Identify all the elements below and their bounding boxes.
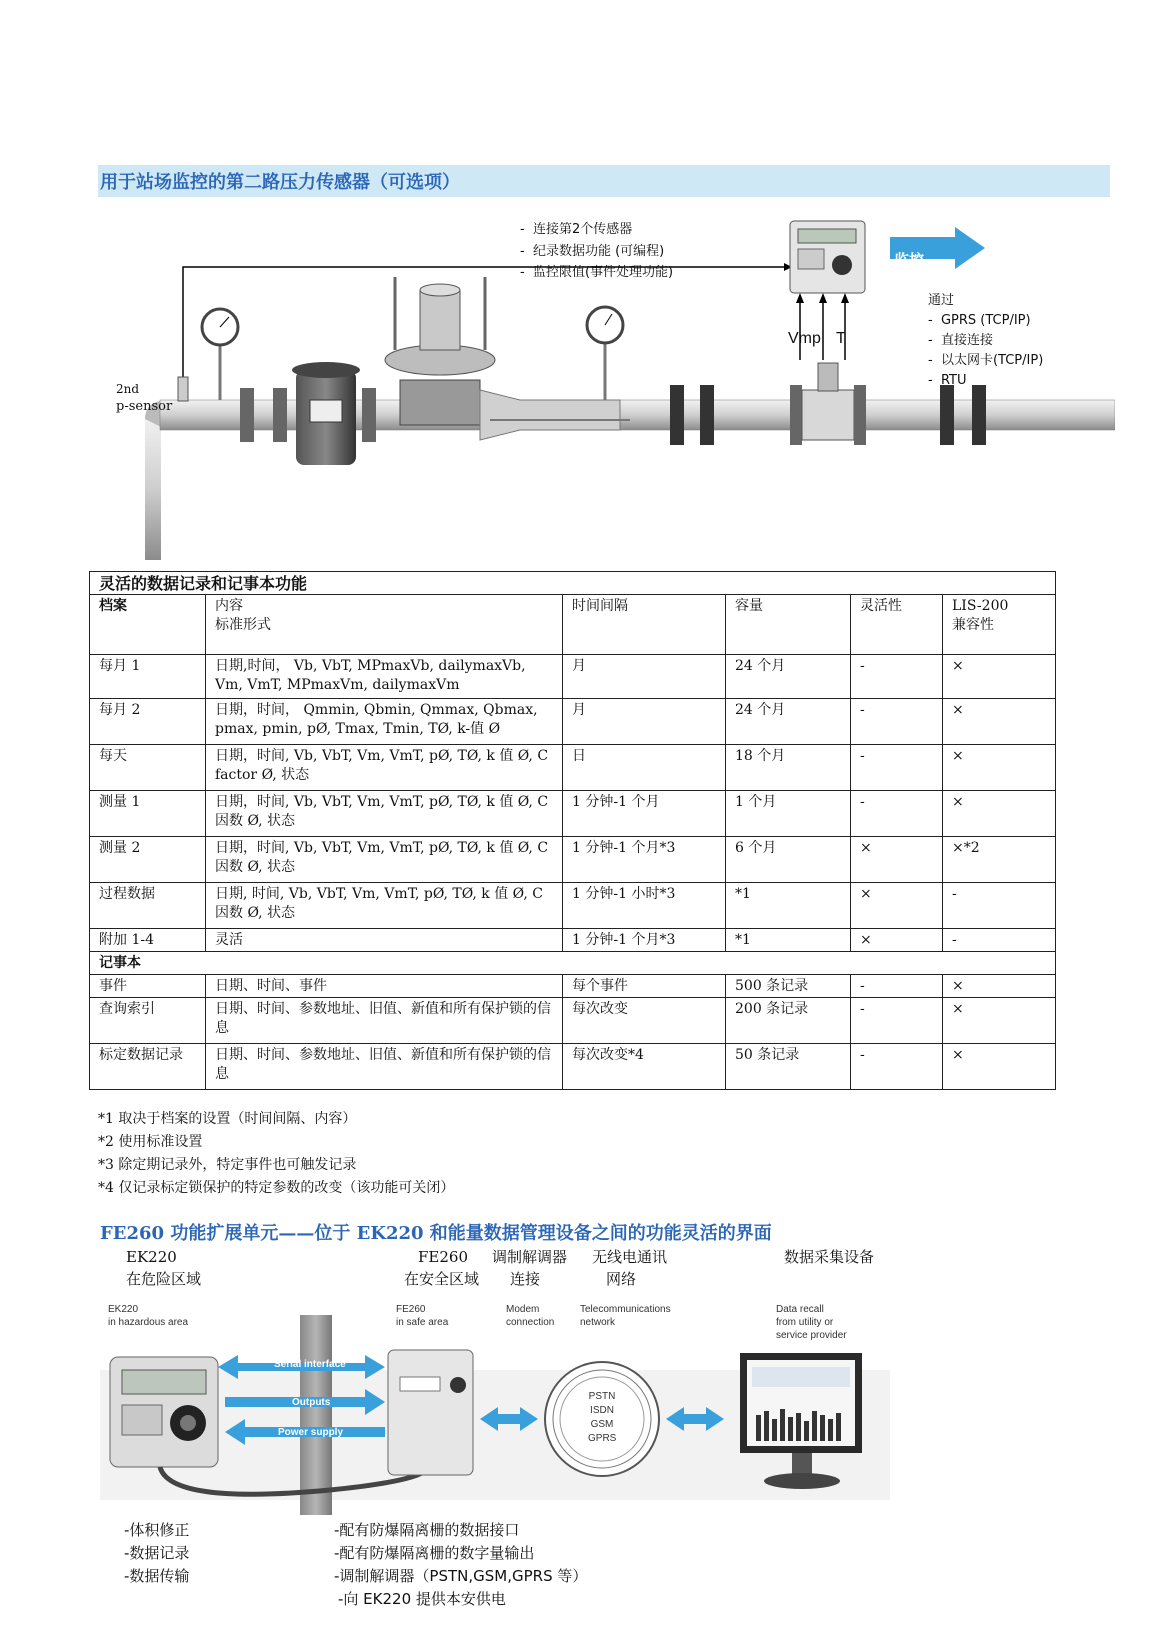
row-capacity: 6 个月 (726, 837, 851, 883)
ek220-features: -体积修正 -数据记录 -数据传输 (124, 1521, 190, 1585)
footnote: *4 仅记录标定锁保护的特定参数的改变（该功能可关闭） (98, 1180, 455, 1196)
row-name: 测量 2 (90, 837, 206, 883)
fe260-diagram (100, 1315, 920, 1515)
row-interval: 每个事件 (563, 975, 726, 998)
row-flex: - (851, 998, 943, 1044)
via-title: 通过 (928, 293, 955, 308)
table-row (90, 998, 1056, 1044)
row-lis: × (943, 791, 1056, 837)
footnote: *3 除定期记录外，特定事件也可触发记录 (98, 1157, 357, 1173)
network-list: PSTN ISDN GSM GPRS (588, 1391, 617, 1444)
outputs-label: Outputs (292, 1397, 331, 1408)
data-recording-table (89, 571, 1056, 1090)
row-content: 日期，时间, Vb, VbT, Vm, VmT, pØ, TØ, k 值 Ø, C 因数 Ø, 状态 (206, 837, 563, 883)
row-interval: 1 分钟-1 个月*3 (563, 837, 726, 883)
row-flex: × (851, 837, 943, 883)
col-modem-caption: Modem connection (506, 1304, 555, 1328)
row-content: 日期, 时间, Vb, VbT, Vm, VmT, pØ, TØ, k 值 Ø, C 因数 Ø, 状态 (206, 883, 563, 929)
header-interval: 时间间隔 (563, 595, 726, 655)
row-name: 过程数据 (90, 883, 206, 929)
row-interval: 1 分钟-1 小时*3 (563, 883, 726, 929)
table-row (90, 791, 1056, 837)
signal-label-vm: Vm (788, 330, 812, 347)
row-flex: - (851, 1044, 943, 1090)
row-lis: × (943, 655, 1056, 699)
table-row (90, 1044, 1056, 1090)
row-lis: × (943, 699, 1056, 745)
signal-label-p: p (812, 330, 821, 347)
footnote: *1 取决于档案的设置（时间间隔、内容） (98, 1111, 357, 1127)
row-flex: - (851, 699, 943, 745)
col-fe260-caption: FE260 in safe area (396, 1304, 449, 1328)
row-name: 每月 2 (90, 699, 206, 745)
via-item: - 以太网卡(TCP/IP) (928, 353, 1044, 368)
power-supply-label: Power supply (278, 1427, 344, 1438)
col-ek220-caption: EK220 in hazardous area (108, 1304, 189, 1328)
function-item: - 监控限值(事件处理功能) (520, 265, 674, 280)
header-content: 内容 标准形式 (206, 595, 563, 655)
section-title: 用于站场监控的第二路压力传感器（可选项） (100, 172, 460, 193)
function-item: - 连接第2个传感器 (520, 222, 633, 237)
via-item: - GPRS (TCP/IP) (928, 313, 1031, 328)
table-header-row (90, 595, 1056, 655)
table-row (90, 699, 1056, 745)
row-content: 日期，时间, Vb, VbT, Vm, VmT, pØ, TØ, k 值 Ø, C factor Ø, 状态 (206, 745, 563, 791)
row-capacity: *1 (726, 929, 851, 952)
signal-label-t: T (836, 330, 846, 347)
row-capacity: 200 条记录 (726, 998, 851, 1044)
row-flex: - (851, 791, 943, 837)
serial-interface-label: Serial interface (274, 1359, 346, 1370)
col-data-heading: 数据采集设备 (784, 1248, 875, 1266)
table-row (90, 929, 1056, 952)
row-capacity: 24 个月 (726, 699, 851, 745)
table-title-row (90, 572, 1056, 595)
row-flex: × (851, 929, 943, 952)
table-title: 灵活的数据记录和记事本功能 (90, 572, 1056, 595)
header-archive: 档案 (90, 595, 206, 655)
row-flex: × (851, 883, 943, 929)
row-interval: 每次改变*4 (563, 1044, 726, 1090)
col-network-heading: 无线电通讯 网络 (592, 1248, 668, 1288)
table-row (90, 837, 1056, 883)
row-lis: × (943, 745, 1056, 791)
col-network-caption: Telecommunications network (580, 1304, 671, 1328)
table-row (90, 975, 1056, 998)
row-interval: 1 分钟-1 个月 (563, 791, 726, 837)
row-content: 灵活 (206, 929, 563, 952)
row-interval: 每次改变 (563, 998, 726, 1044)
row-content: 日期、时间、参数地址、旧值、新值和所有保护锁的信息 (206, 1044, 563, 1090)
row-capacity: 24 个月 (726, 655, 851, 699)
row-flex: - (851, 745, 943, 791)
row-content: 日期，时间， Qmmin, Qbmin, Qmmax, Qbmax, pmax, pmin, pØ, Tmax, Tmin, TØ, k-值 Ø (206, 699, 563, 745)
via-item: - RTU (928, 373, 967, 388)
row-lis: ×*2 (943, 837, 1056, 883)
via-item: - 直接连接 (928, 333, 993, 348)
header-capacity: 容量 (726, 595, 851, 655)
fe260-features: -配有防爆隔离栅的数据接口 -配有防爆隔离栅的数字量输出 -调制解调器（PSTN,GSM,GPRS 等） -向 EK220 提供本安供电 (334, 1521, 588, 1608)
row-name: 查询索引 (90, 998, 206, 1044)
function-item: - 纪录数据功能 (可编程) (520, 244, 665, 259)
col-data-caption: Data recall from utility or service provider (776, 1304, 847, 1341)
col-modem-heading: 调制解调器 连接 (492, 1248, 568, 1288)
row-name: 附加 1-4 (90, 929, 206, 952)
monitor-label: 监控 (894, 251, 925, 269)
row-name: 测量 1 (90, 791, 206, 837)
logbook-label: 记事本 (90, 952, 1056, 975)
table-row (90, 745, 1056, 791)
logbook-section-row (90, 952, 1056, 975)
row-lis: × (943, 1044, 1056, 1090)
row-lis: × (943, 998, 1056, 1044)
col-fe260-heading: FE260 在安全区域 (404, 1248, 480, 1288)
row-interval: 1 分钟-1 个月*3 (563, 929, 726, 952)
footnote: *2 使用标准设置 (98, 1134, 203, 1150)
sensor-label-line2: p-sensor (116, 399, 173, 414)
row-interval: 月 (563, 655, 726, 699)
row-capacity: 500 条记录 (726, 975, 851, 998)
row-capacity: 50 条记录 (726, 1044, 851, 1090)
row-capacity: 18 个月 (726, 745, 851, 791)
row-content: 日期,时间， Vb, VbT, MPmaxVb, dailymaxVb, Vm, VmT, MPmaxVm, dailymaxVm (206, 655, 563, 699)
row-lis: - (943, 929, 1056, 952)
row-name: 事件 (90, 975, 206, 998)
row-flex: - (851, 655, 943, 699)
row-content: 日期，时间, Vb, VbT, Vm, VmT, pØ, TØ, k 值 Ø, C 因数 Ø, 状态 (206, 791, 563, 837)
row-name: 每天 (90, 745, 206, 791)
row-interval: 日 (563, 745, 726, 791)
row-name: 每月 1 (90, 655, 206, 699)
sensor-label-line1: 2nd (116, 382, 140, 396)
row-interval: 月 (563, 699, 726, 745)
row-content: 日期、时间、事件 (206, 975, 563, 998)
col-ek220-heading: EK220 在危险区域 (126, 1248, 202, 1288)
header-lis-compat: LIS-200 兼容性 (943, 595, 1056, 655)
row-content: 日期、时间、参数地址、旧值、新值和所有保护锁的信息 (206, 998, 563, 1044)
row-name: 标定数据记录 (90, 1044, 206, 1090)
row-lis: × (943, 975, 1056, 998)
table-row (90, 883, 1056, 929)
row-capacity: 1 个月 (726, 791, 851, 837)
row-capacity: *1 (726, 883, 851, 929)
row-lis: - (943, 883, 1056, 929)
header-flexibility: 灵活性 (851, 595, 943, 655)
row-flex: - (851, 975, 943, 998)
fe260-section-title: FE260 功能扩展单元——位于 EK220 和能量数据管理设备之间的功能灵活的界面 (100, 1223, 772, 1244)
table-row (90, 655, 1056, 699)
